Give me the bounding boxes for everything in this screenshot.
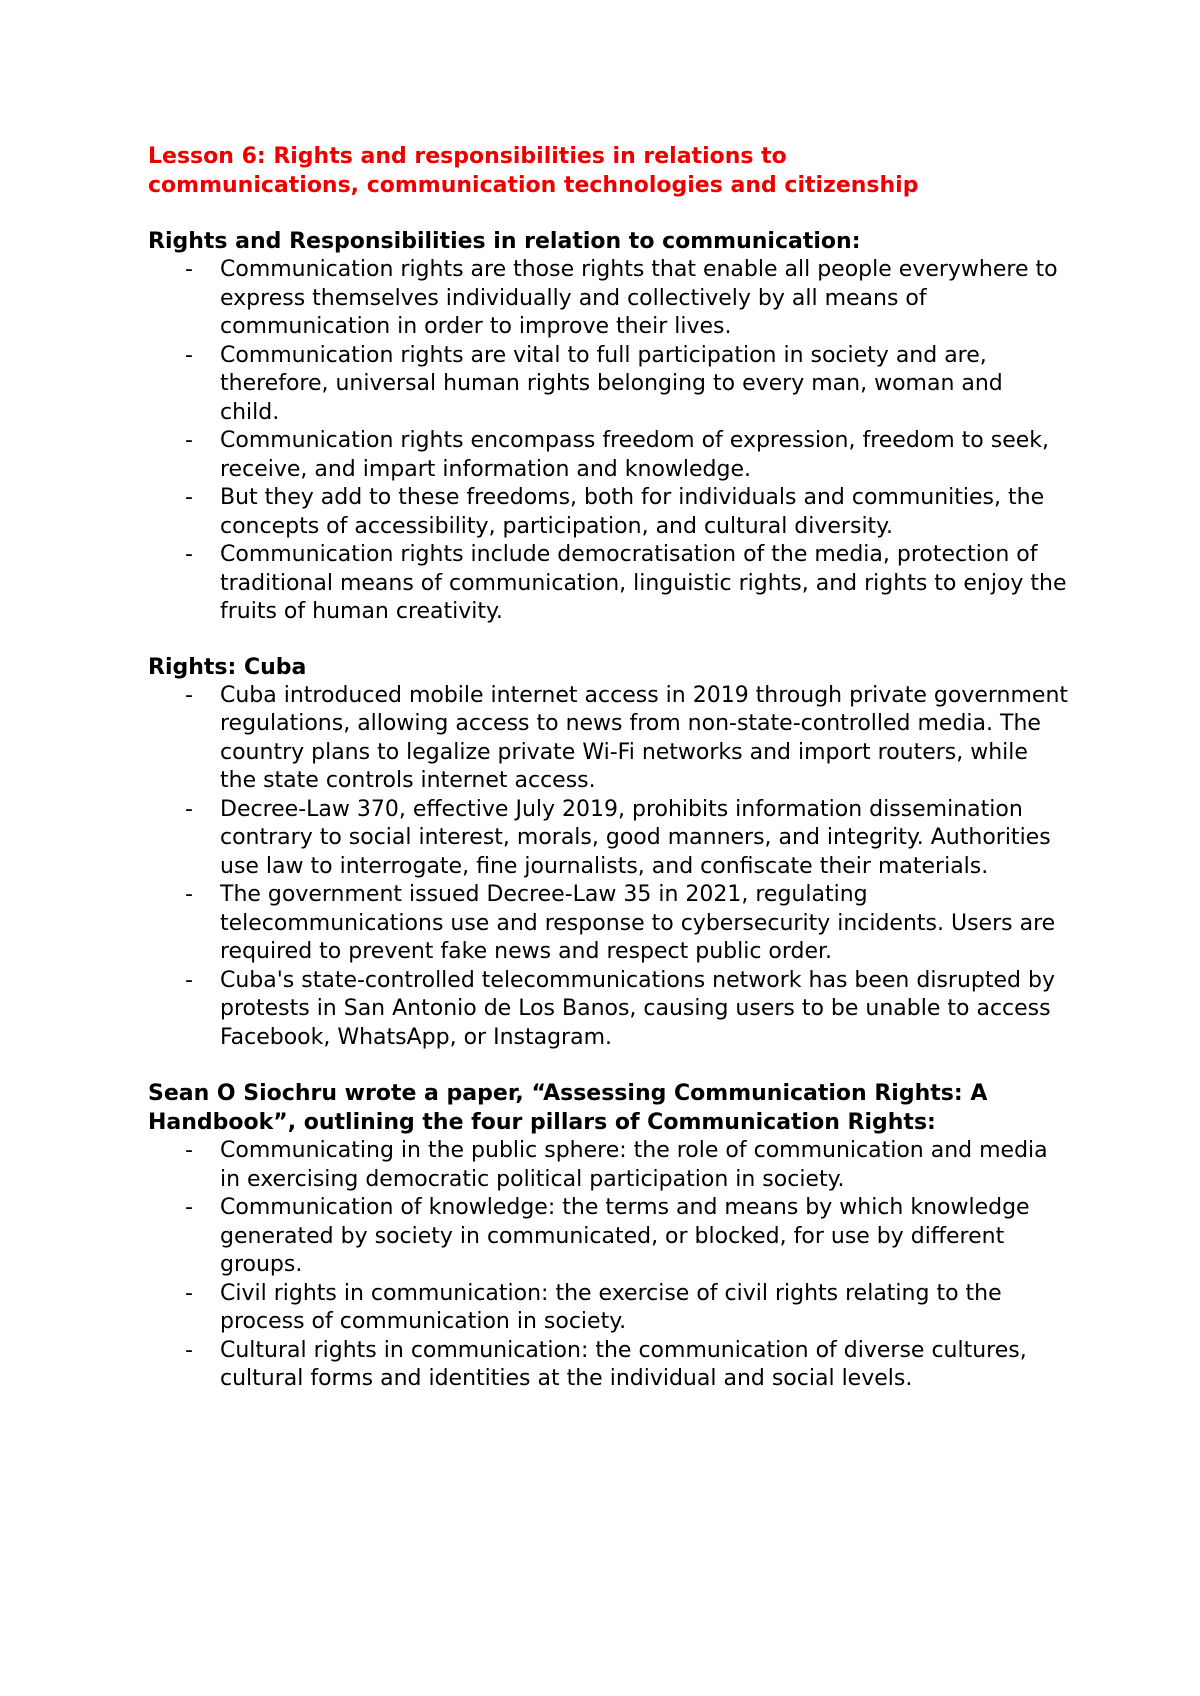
dash-bullet: - bbox=[185, 1280, 193, 1306]
list-item bbox=[148, 484, 1068, 541]
section-rights-responsibilities bbox=[148, 228, 1068, 627]
bullet-list bbox=[148, 682, 1068, 1053]
list-item bbox=[148, 682, 1068, 796]
dash-bullet: - bbox=[185, 967, 193, 993]
document-page bbox=[148, 142, 1068, 1421]
list-item bbox=[148, 342, 1068, 428]
list-item-text: Cuba introduced mobile internet access in 2019 through private government regulations, allowing access to news from non-state-controlled media. The country plans to legalize private Wi-Fi networks and import routers, while the state controls internet access. bbox=[220, 682, 1069, 793]
list-item bbox=[148, 881, 1068, 967]
lesson-title-line-1: Lesson 6: Rights and responsibilities in relations to bbox=[148, 144, 787, 169]
section-rights-cuba bbox=[148, 654, 1068, 1053]
section-heading: Rights and Responsibilities in relation to communication: bbox=[148, 229, 861, 254]
lesson-title bbox=[148, 142, 1068, 200]
dash-bullet: - bbox=[185, 257, 193, 282]
list-item-text: Communicating in the public sphere: the role of communication and media in exercising democratic political participation in society. bbox=[220, 1138, 1048, 1192]
list-item bbox=[148, 1280, 1068, 1337]
list-item-text: The government issued Decree-Law 35 in 2021, regulating telecommunications use and response to cybersecurity incidents. Users are required to prevent fake news and respect public order. bbox=[220, 882, 1056, 964]
section-heading: Sean O Siochru wrote a paper, “Assessing Communication Rights: A Handbook”, outlining the four pillars of Communication Rights: bbox=[148, 1081, 988, 1135]
dash-bullet: - bbox=[185, 682, 193, 708]
list-item-text: Communication rights are vital to full participation in society and are, therefore, universal human rights belonging to every man, woman and child. bbox=[220, 342, 1003, 425]
list-item-text: Cultural rights in communication: the communication of diverse cultures, cultural forms and identities at the individual and social levels. bbox=[220, 1337, 1027, 1391]
bullet-list bbox=[148, 1137, 1068, 1394]
list-item bbox=[148, 427, 1068, 484]
list-item-text: But they add to these freedoms, both for individuals and communities, the concepts of accessibility, participation, and cultural diversity. bbox=[220, 485, 1045, 539]
list-item bbox=[148, 1137, 1068, 1194]
list-item bbox=[148, 256, 1068, 342]
list-item-text: Civil rights in communication: the exercise of civil rights relating to the process of communication in society. bbox=[220, 1280, 1002, 1334]
dash-bullet: - bbox=[185, 542, 193, 567]
bullet-list bbox=[148, 256, 1068, 627]
dash-bullet: - bbox=[185, 342, 193, 368]
list-item-text: Cuba's state-controlled telecommunications network has been disrupted by protests in San Antonio de Los Banos, causing users to be unable to access Facebook, WhatsApp, or Instagram. bbox=[220, 967, 1055, 1050]
dash-bullet: - bbox=[185, 485, 193, 510]
list-item bbox=[148, 1337, 1068, 1394]
list-item bbox=[148, 796, 1068, 882]
dash-bullet: - bbox=[185, 428, 193, 453]
list-item bbox=[148, 541, 1068, 627]
dash-bullet: - bbox=[185, 1337, 193, 1363]
list-item-text: Communication of knowledge: the terms and means by which knowledge generated by society in communicated, or blocked, for use by different groups. bbox=[220, 1195, 1030, 1277]
dash-bullet: - bbox=[185, 882, 193, 907]
section-heading: Rights: Cuba bbox=[148, 654, 307, 680]
list-item-text: Decree-Law 370, effective July 2019, prohibits information dissemination contrary to social interest, morals, good manners, and integrity. Authorities use law to interrogate, fine journalists, and confiscate their materials. bbox=[220, 796, 1051, 879]
lesson-title-line-2: communications, communication technologies and citizenship bbox=[148, 173, 919, 198]
section-four-pillars bbox=[148, 1079, 1068, 1394]
list-item-text: Communication rights are those rights that enable all people everywhere to express themselves individually and collectively by all means of communication in order to improve their lives. bbox=[220, 257, 1058, 339]
list-item bbox=[148, 1194, 1068, 1280]
dash-bullet: - bbox=[185, 1195, 193, 1220]
list-item-text: Communication rights include democratisation of the media, protection of traditional means of communication, linguistic rights, and rights to enjoy the fruits of human creativity. bbox=[220, 542, 1067, 624]
dash-bullet: - bbox=[185, 1138, 193, 1163]
dash-bullet: - bbox=[185, 796, 193, 822]
list-item bbox=[148, 967, 1068, 1053]
list-item-text: Communication rights encompass freedom of expression, freedom to seek, receive, and impart information and knowledge. bbox=[220, 428, 1050, 482]
